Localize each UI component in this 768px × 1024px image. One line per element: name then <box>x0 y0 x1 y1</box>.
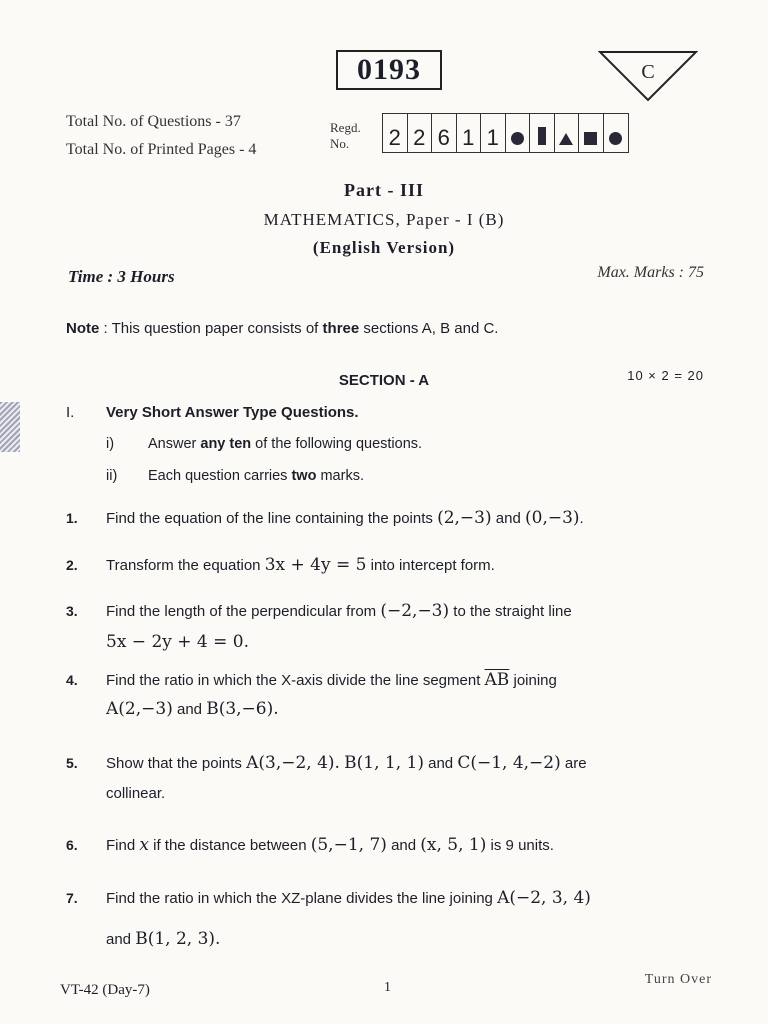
version-title: (English Version) <box>312 238 456 257</box>
redacted-mark-icon <box>538 127 546 145</box>
question-5: 5. Show that the points A(3,−2, 4). B(1, 1, 1) and C(−1, 4,−2) are collinear. <box>66 753 587 802</box>
subject-title: MATHEMATICS, Paper - I (B) <box>263 210 505 229</box>
question-7: 7. Find the ratio in which the XZ-plane divides the line joining A(−2, 3, 4) and B(1, 2, 3). <box>66 888 591 949</box>
turn-over: Turn Over <box>644 972 712 987</box>
regd-redacted <box>604 114 629 152</box>
regd-label: Regd. No. <box>330 120 361 151</box>
question-1: 1. Find the equation of the line containing the points (2,−3) and (0,−3). <box>66 508 584 528</box>
paper-code: 0193 <box>336 50 442 90</box>
question-4: 4. Find the ratio in which the X-axis divide the line segment $\overline{AB}$ joining A(2,−3) and B(3,−6). <box>66 670 557 719</box>
set-letter: C <box>641 61 655 83</box>
regd-redacted <box>579 114 604 152</box>
question-2: 2. Transform the equation 3x + 4y = 5 into intercept form. <box>66 555 495 575</box>
regd-number-boxes <box>382 113 629 153</box>
time-label: Time : 3 Hours <box>68 267 175 286</box>
question-6: 6. Find x if the distance between (5,−1, 7) and (x, 5, 1) is 9 units. <box>66 835 554 855</box>
part-title: Part - III <box>344 180 424 200</box>
page-number: 1 <box>384 980 391 995</box>
set-triangle-icon <box>598 50 698 102</box>
redacted-mark-icon <box>584 132 597 145</box>
regd-digit: 2 <box>408 114 433 152</box>
section-marks: 10 × 2 = 20 <box>627 368 704 383</box>
regd-redacted <box>530 114 555 152</box>
question-3: 3. Find the length of the perpendicular from (−2,−3) to the straight line 5x − 2y + 4 = 0. <box>66 601 572 652</box>
section-title: SECTION - A <box>338 372 430 389</box>
max-marks: Max. Marks : 75 <box>597 264 704 281</box>
instruction-item: i) Answer any ten of the following questions. <box>106 436 423 452</box>
regd-digit: 1 <box>457 114 482 152</box>
regd-redacted <box>555 114 580 152</box>
redacted-mark-icon <box>559 133 573 145</box>
regd-digit: 1 <box>481 114 506 152</box>
note: Note : This question paper consists of three sections A, B and C. <box>66 320 499 337</box>
regd-digit: 6 <box>432 114 457 152</box>
section-heading: I. Very Short Answer Type Questions. <box>66 404 359 421</box>
regd-digit: 2 <box>383 114 408 152</box>
total-questions: Total No. of Questions - 37 <box>66 113 241 130</box>
instruction-item: ii) Each question carries two marks. <box>106 468 364 484</box>
footer-code: VT-42 (Day-7) <box>60 982 150 998</box>
margin-scan-mark <box>0 402 20 452</box>
redacted-mark-icon <box>511 132 524 145</box>
regd-redacted <box>506 114 531 152</box>
redacted-mark-icon <box>609 132 622 145</box>
total-pages: Total No. of Printed Pages - 4 <box>66 141 257 158</box>
